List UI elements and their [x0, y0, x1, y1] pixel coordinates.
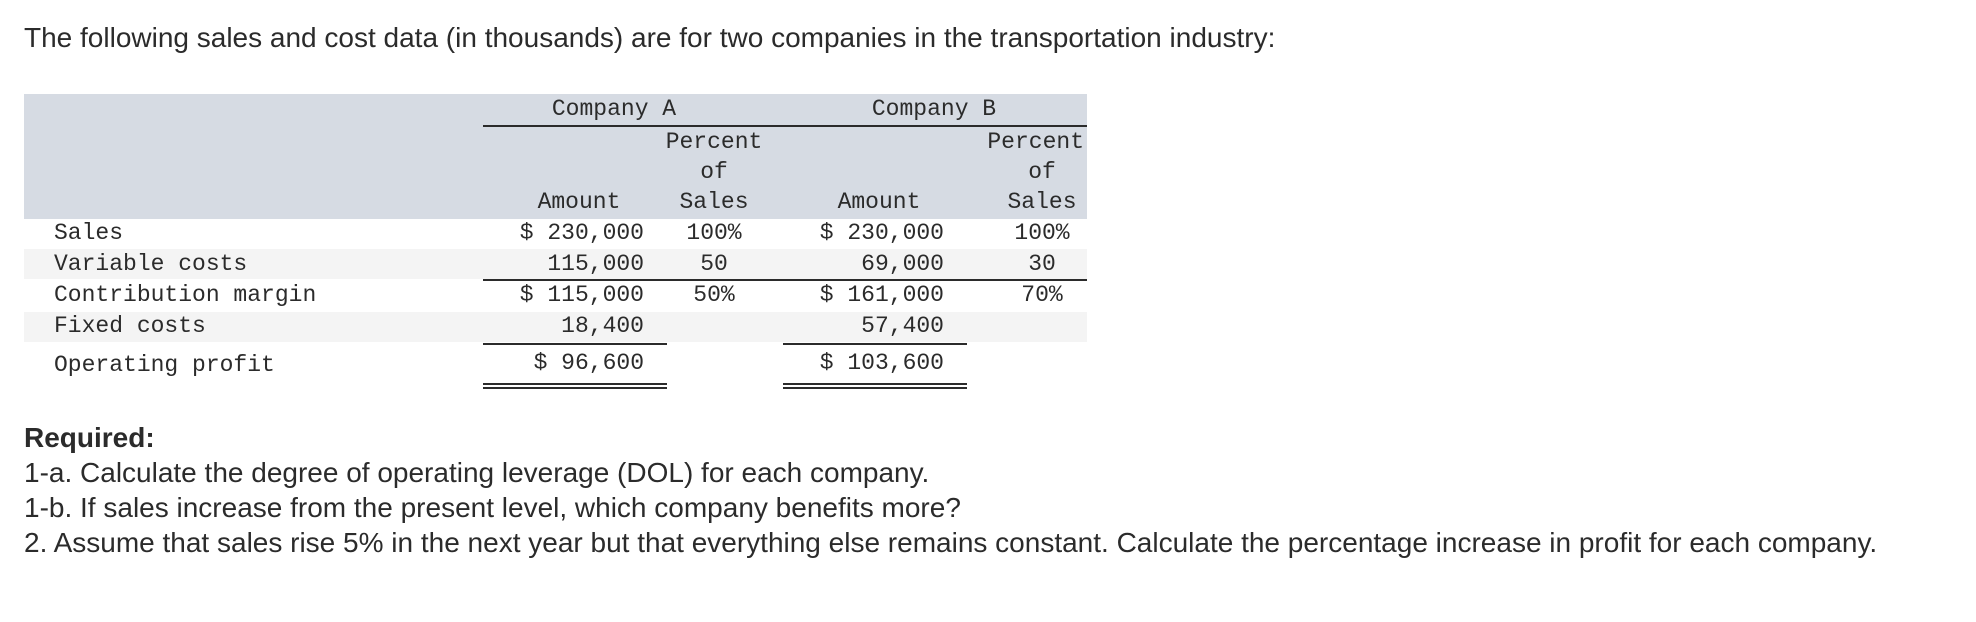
cell-b-pct: 70%	[1021, 282, 1063, 308]
cell-a-pct: 50%	[693, 282, 735, 308]
required-item: 1-a. Calculate the degree of operating leverage (DOL) for each company.	[24, 457, 930, 488]
company-a-header: Company A	[551, 96, 677, 122]
pct-header-b: Percent	[987, 129, 1084, 155]
amount-header-b: Amount	[837, 189, 921, 215]
cell-a-amount: $ 96,600	[533, 350, 644, 376]
cell-a-amount: $ 115,000	[519, 282, 644, 308]
pct-header-b: Sales	[1007, 189, 1077, 215]
double-rule-b	[783, 383, 967, 385]
cell-b-amount: 69,000	[861, 251, 944, 277]
pct-header-a: Sales	[679, 189, 749, 215]
cell-b-amount: $ 230,000	[819, 220, 944, 246]
double-rule-a	[483, 387, 667, 389]
pct-header-b: of	[1028, 159, 1056, 185]
cell-b-pct: 100%	[1014, 220, 1070, 246]
company-b-header: Company B	[871, 96, 997, 122]
pct-header-a: Percent	[665, 129, 763, 155]
required-item: 1-b. If sales increase from the present level, which company benefits more?	[24, 492, 961, 523]
required-heading: Required:	[24, 422, 155, 453]
row-label: Contribution margin	[54, 282, 317, 308]
cell-b-amount: $ 161,000	[819, 282, 944, 308]
cell-b-pct: 30	[1028, 251, 1056, 277]
total-rule-b	[783, 343, 967, 345]
problem-intro: The following sales and cost data (in thousands) are for two companies in the transportation industry:	[24, 22, 1276, 53]
amount-header-a: Amount	[537, 189, 621, 215]
row-label: Sales	[54, 220, 124, 246]
cell-a-amount: 18,400	[561, 313, 644, 339]
double-rule-b	[783, 387, 967, 389]
cell-b-amount: $ 103,600	[819, 350, 944, 376]
cell-a-amount: 115,000	[547, 251, 644, 277]
required-section	[24, 420, 1944, 560]
cell-a-amount: $ 230,000	[519, 220, 644, 246]
row-label: Fixed costs	[54, 313, 206, 339]
row-label: Variable costs	[54, 251, 248, 277]
cell-a-pct: 100%	[686, 220, 742, 246]
required-item: 2. Assume that sales rise 5% in the next year but that everything else remains constant. Calculate the percentage increase in profit for each company.	[24, 527, 1878, 558]
pct-header-a: of	[700, 159, 728, 185]
financial-table	[24, 94, 1087, 392]
cell-a-pct: 50	[700, 251, 728, 277]
double-rule-a	[483, 383, 667, 385]
cell-b-amount: 57,400	[861, 313, 944, 339]
row-label: Operating profit	[54, 352, 275, 378]
total-rule-a	[483, 343, 667, 345]
